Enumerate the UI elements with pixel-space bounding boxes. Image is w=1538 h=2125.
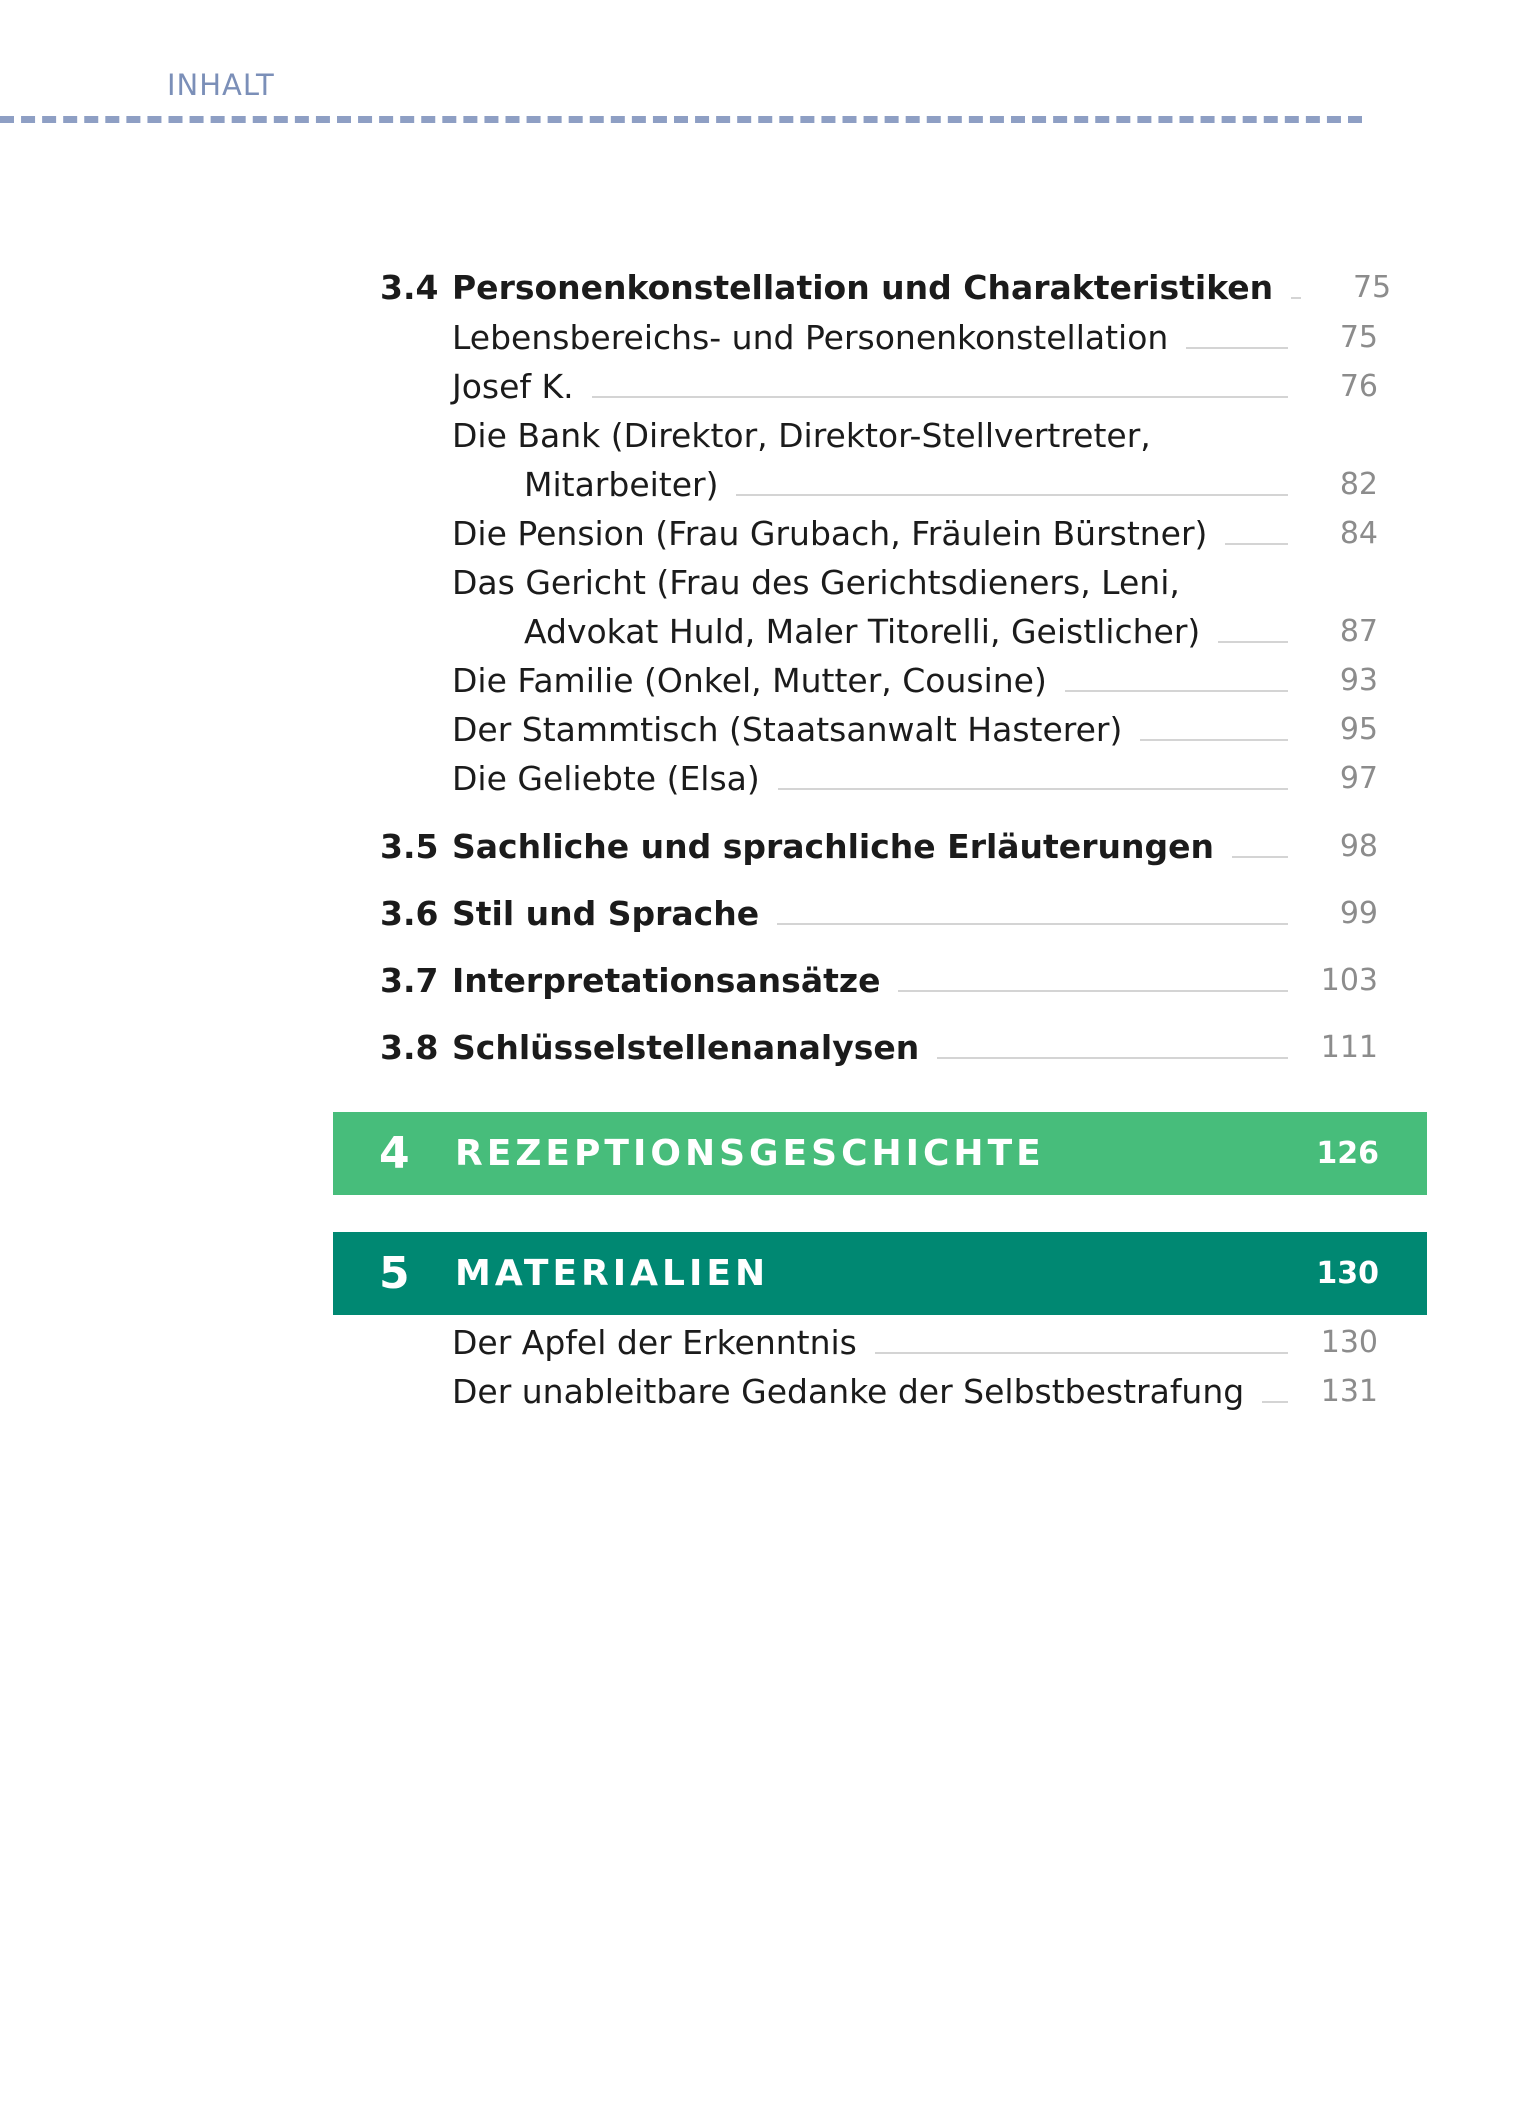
- toc-subentry-continuation[interactable]: [524, 612, 1378, 652]
- page-number: 103: [1320, 963, 1378, 998]
- entry-title-continuation: Mitarbeiter): [524, 465, 719, 504]
- toc-subentry[interactable]: [452, 1372, 1378, 1412]
- entry-title: Die Pension (Frau Grubach, Fräulein Bürstner): [452, 514, 1208, 553]
- entry-title: Lebensbereichs- und Personenkonstellation: [452, 318, 1169, 357]
- toc-entry-3-5[interactable]: [380, 827, 1378, 867]
- section-number: 3.5: [380, 827, 439, 866]
- leader-line: [1065, 690, 1288, 692]
- leader-line: [1140, 739, 1288, 741]
- leader-line: [777, 923, 1288, 925]
- section-number: 3.6: [380, 894, 439, 933]
- page-number: 111: [1320, 1030, 1378, 1065]
- leader-line: [1291, 297, 1301, 299]
- entry-title: Die Geliebte (Elsa): [452, 759, 760, 798]
- toc-entry-3-8[interactable]: [380, 1028, 1378, 1068]
- chapter-page-number: 126: [1316, 1136, 1379, 1171]
- chapter-title: MATERIALIEN: [455, 1253, 770, 1294]
- toc-subentry[interactable]: [452, 367, 1378, 407]
- toc-subentry[interactable]: [452, 759, 1378, 799]
- page-number: 76: [1339, 369, 1378, 404]
- entry-title-continuation: Advokat Huld, Maler Titorelli, Geistlicher): [524, 612, 1201, 651]
- section-title: Personenkonstellation und Charakteristiken: [452, 268, 1274, 307]
- chapter-page-number: 130: [1316, 1256, 1379, 1291]
- toc-subentry[interactable]: [452, 318, 1378, 358]
- toc-subentry[interactable]: [452, 563, 1378, 603]
- chapter-title: REZEPTIONSGESCHICHTE: [455, 1133, 1045, 1174]
- dashed-header-rule: [0, 116, 1362, 123]
- leader-line: [898, 990, 1288, 992]
- entry-title: Die Familie (Onkel, Mutter, Cousine): [452, 661, 1047, 700]
- section-number: 3.8: [380, 1028, 439, 1067]
- chapter-number: 4: [379, 1128, 410, 1179]
- running-header: INHALT: [167, 68, 275, 102]
- toc-entry-3-4[interactable]: [380, 268, 1392, 308]
- entry-title: Der unableitbare Gedanke der Selbstbestrafung: [452, 1372, 1245, 1411]
- leader-line: [736, 494, 1288, 496]
- section-title: Interpretationsansätze: [452, 961, 881, 1000]
- toc-subentry[interactable]: [452, 514, 1378, 554]
- toc-subentry[interactable]: [452, 1323, 1378, 1363]
- page-number: 84: [1339, 516, 1378, 551]
- page-number: 131: [1320, 1374, 1378, 1409]
- page-number: 93: [1339, 663, 1378, 698]
- page-number: 97: [1339, 761, 1378, 796]
- chapter-number: 5: [379, 1248, 410, 1299]
- leader-line: [1232, 856, 1288, 858]
- toc-subentry-continuation[interactable]: [524, 465, 1378, 505]
- toc-subentry[interactable]: [452, 710, 1378, 750]
- toc-subentry[interactable]: [452, 661, 1378, 701]
- toc-entry-3-6[interactable]: [380, 894, 1378, 934]
- leader-line: [875, 1352, 1288, 1354]
- leader-line: [937, 1057, 1288, 1059]
- page-number: 99: [1339, 896, 1378, 931]
- section-title: Stil und Sprache: [452, 894, 760, 933]
- page-number: 75: [1339, 320, 1378, 355]
- entry-title: Die Bank (Direktor, Direktor-Stellvertreter,: [452, 416, 1151, 455]
- leader-line: [1225, 543, 1288, 545]
- section-number: 3.7: [380, 961, 439, 1000]
- leader-line: [778, 788, 1288, 790]
- chapter-5-band[interactable]: [333, 1232, 1427, 1315]
- entry-title: Der Stammtisch (Staatsanwalt Hasterer): [452, 710, 1123, 749]
- section-title: Schlüsselstellenanalysen: [452, 1028, 920, 1067]
- leader-line: [1218, 641, 1288, 643]
- leader-line: [1186, 347, 1288, 349]
- toc-entry-3-7[interactable]: [380, 961, 1378, 1001]
- entry-title: Das Gericht (Frau des Gerichtsdieners, Leni,: [452, 563, 1180, 602]
- leader-line: [592, 396, 1288, 398]
- page-number: 95: [1339, 712, 1378, 747]
- entry-title: Der Apfel der Erkenntnis: [452, 1323, 857, 1362]
- section-number: 3.4: [380, 268, 439, 307]
- chapter-4-band[interactable]: [333, 1112, 1427, 1195]
- page-number: 82: [1339, 467, 1378, 502]
- entry-title: Josef K.: [452, 367, 574, 406]
- page-number: 87: [1339, 614, 1378, 649]
- toc-subentry[interactable]: [452, 416, 1378, 456]
- page-number: 75: [1352, 270, 1392, 305]
- page-number: 98: [1339, 829, 1378, 864]
- page-number: 130: [1320, 1325, 1378, 1360]
- leader-line: [1262, 1401, 1288, 1403]
- section-title: Sachliche und sprachliche Erläuterungen: [452, 827, 1214, 866]
